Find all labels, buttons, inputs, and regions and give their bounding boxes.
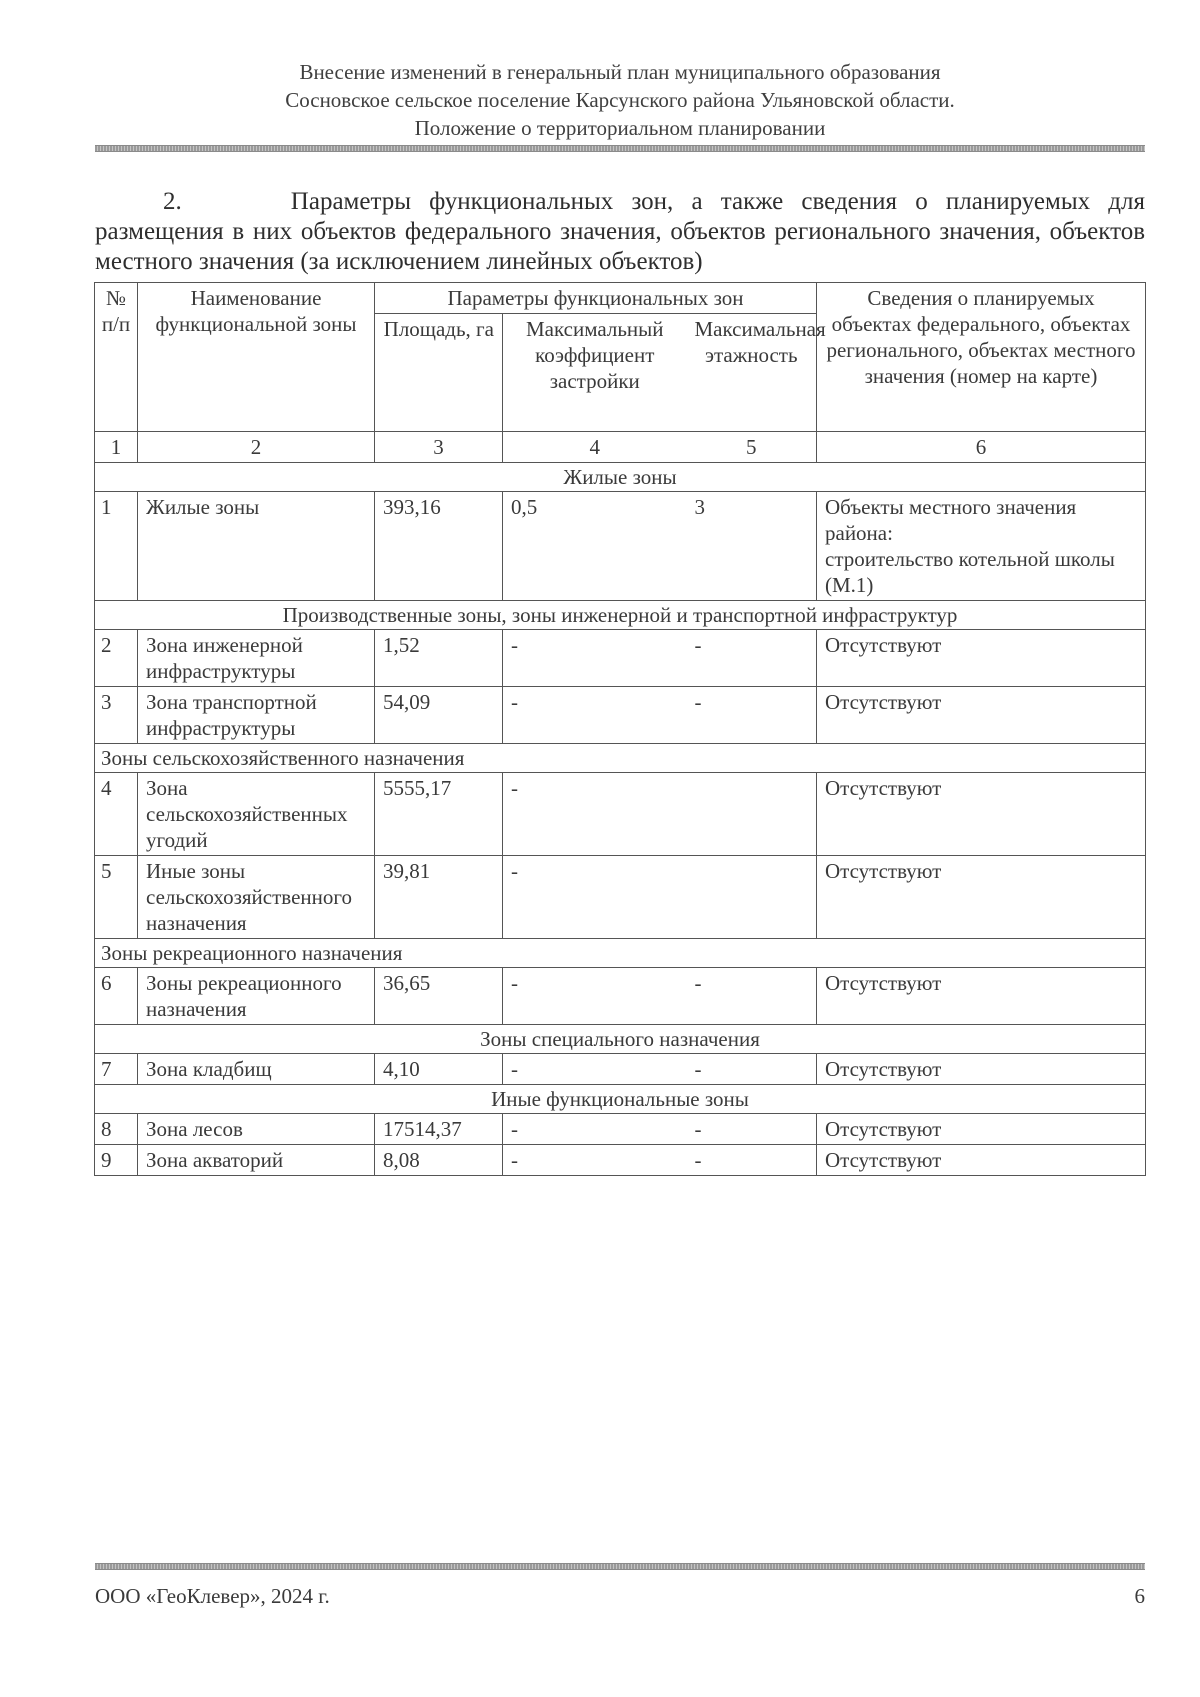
header-area: Площадь, га bbox=[375, 314, 503, 432]
zone-area: 8,08 bbox=[375, 1145, 503, 1176]
header-floors: Максимальная этажность bbox=[687, 314, 817, 432]
zone-name: Иные зоны сельскохозяйственного назначения bbox=[138, 856, 375, 939]
zone-name: Зона инженерной инфраструктуры bbox=[138, 630, 375, 687]
zone-name: Жилые зоны bbox=[138, 492, 375, 601]
zone-planned-objects: Отсутствуют bbox=[817, 1114, 1146, 1145]
zone-name: Зона транспортной инфраструктуры bbox=[138, 687, 375, 744]
header-row-1 bbox=[95, 283, 1146, 314]
zone-floors: - bbox=[687, 687, 817, 744]
header-name: Наименование функциональной зоны bbox=[138, 283, 375, 432]
header-rule bbox=[95, 145, 1145, 152]
section-row bbox=[95, 939, 1146, 968]
row-number: 8 bbox=[95, 1114, 138, 1145]
document-header bbox=[95, 58, 1145, 142]
page-number: 6 bbox=[1134, 1584, 1145, 1608]
zone-floors: 3 bbox=[687, 492, 817, 601]
zone-area: 17514,37 bbox=[375, 1114, 503, 1145]
zone-planned-objects: Отсутствуют bbox=[817, 687, 1146, 744]
row-number: 3 bbox=[95, 687, 138, 744]
zone-coef: 0,5 bbox=[503, 492, 687, 601]
section-row bbox=[95, 1085, 1146, 1114]
zone-coef: - bbox=[503, 630, 687, 687]
header-params: Параметры функциональных зон bbox=[375, 283, 817, 314]
col-number-1: 1 bbox=[95, 432, 138, 463]
zone-floors bbox=[687, 773, 817, 856]
header-line-3: Положение о территориальном планировании bbox=[414, 116, 826, 140]
section-row bbox=[95, 1025, 1146, 1054]
zone-planned-objects: Отсутствуют bbox=[817, 1145, 1146, 1176]
section-number: 2. bbox=[163, 188, 182, 215]
col-number-5: 5 bbox=[687, 432, 817, 463]
col-number-4: 4 bbox=[503, 432, 687, 463]
zone-coef: - bbox=[503, 968, 687, 1025]
section-row bbox=[95, 744, 1146, 773]
header-num: № п/п bbox=[95, 283, 138, 432]
zone-floors: - bbox=[687, 1145, 817, 1176]
zone-name: Зона лесов bbox=[138, 1114, 375, 1145]
col-number-3: 3 bbox=[375, 432, 503, 463]
zone-name: Зона кладбищ bbox=[138, 1054, 375, 1085]
section-title: Зоны рекреационного назначения bbox=[95, 939, 1146, 968]
section-title: Производственные зоны, зоны инженерной и транспортной инфраструктур bbox=[95, 601, 1146, 630]
section-title: Жилые зоны bbox=[95, 463, 1146, 492]
zone-coef: - bbox=[503, 1145, 687, 1176]
table-row bbox=[95, 1114, 1146, 1145]
section-title: Зоны специального назначения bbox=[95, 1025, 1146, 1054]
table-row bbox=[95, 856, 1146, 939]
header-coef: Максимальный коэффициент застройки bbox=[503, 314, 687, 432]
header-info: Сведения о планируемых объектах федерального, объектах регионального, объектах местного значения (номер на карте) bbox=[817, 283, 1146, 432]
zone-area: 393,16 bbox=[375, 492, 503, 601]
zone-area: 36,65 bbox=[375, 968, 503, 1025]
zone-coef: - bbox=[503, 856, 687, 939]
table-row bbox=[95, 492, 1146, 601]
zone-name: Зона сельскохозяйственных угодий bbox=[138, 773, 375, 856]
col-number-2: 2 bbox=[138, 432, 375, 463]
section-title-rest: размещения в них объектов федерального значения, объектов регионального значения, объектов местного значения (за исключением линейных объектов) bbox=[95, 218, 1145, 275]
zone-coef: - bbox=[503, 1114, 687, 1145]
table-row bbox=[95, 1145, 1146, 1176]
zone-area: 4,10 bbox=[375, 1054, 503, 1085]
zone-floors bbox=[687, 856, 817, 939]
zone-planned-objects: Отсутствуют bbox=[817, 1054, 1146, 1085]
zone-floors: - bbox=[687, 630, 817, 687]
table-row bbox=[95, 968, 1146, 1025]
row-number: 4 bbox=[95, 773, 138, 856]
row-number: 5 bbox=[95, 856, 138, 939]
section-row bbox=[95, 601, 1146, 630]
row-number: 6 bbox=[95, 968, 138, 1025]
zone-planned-objects: Отсутствуют bbox=[817, 856, 1146, 939]
row-number: 7 bbox=[95, 1054, 138, 1085]
table-row bbox=[95, 773, 1146, 856]
header-line-1: Внесение изменений в генеральный план муниципального образования bbox=[299, 60, 941, 84]
section-heading bbox=[95, 187, 1145, 277]
zone-name: Зона акваторий bbox=[138, 1145, 375, 1176]
zone-area: 39,81 bbox=[375, 856, 503, 939]
zone-coef: - bbox=[503, 687, 687, 744]
zone-coef: - bbox=[503, 773, 687, 856]
zone-coef: - bbox=[503, 1054, 687, 1085]
footer-organization: ООО «ГеоКлевер», 2024 г. bbox=[95, 1584, 330, 1608]
zone-planned-objects: Отсутствуют bbox=[817, 630, 1146, 687]
zones-table bbox=[94, 282, 1146, 1176]
col-number-6: 6 bbox=[817, 432, 1146, 463]
footer-rule bbox=[95, 1563, 1145, 1570]
header-line-2: Сосновское сельское поселение Карсунского района Ульяновской области. bbox=[285, 88, 955, 112]
section-title-line1: Параметры функциональных зон, а также сведения о планируемых для bbox=[290, 188, 1145, 215]
section-row bbox=[95, 463, 1146, 492]
zone-planned-objects: Отсутствуют bbox=[817, 968, 1146, 1025]
row-number: 9 bbox=[95, 1145, 138, 1176]
table-row bbox=[95, 1054, 1146, 1085]
column-number-row bbox=[95, 432, 1146, 463]
zone-area: 54,09 bbox=[375, 687, 503, 744]
zone-floors: - bbox=[687, 1054, 817, 1085]
zone-name: Зоны рекреационного назначения bbox=[138, 968, 375, 1025]
row-number: 1 bbox=[95, 492, 138, 601]
zone-floors: - bbox=[687, 1114, 817, 1145]
zone-planned-objects: Отсутствуют bbox=[817, 773, 1146, 856]
section-title: Зоны сельскохозяйственного назначения bbox=[95, 744, 1146, 773]
zone-planned-objects: Объекты местного значения района: строительство котельной школы (М.1) bbox=[817, 492, 1146, 601]
row-number: 2 bbox=[95, 630, 138, 687]
table-row bbox=[95, 687, 1146, 744]
zone-area: 5555,17 bbox=[375, 773, 503, 856]
zone-area: 1,52 bbox=[375, 630, 503, 687]
table-row bbox=[95, 630, 1146, 687]
zone-floors: - bbox=[687, 968, 817, 1025]
section-title: Иные функциональные зоны bbox=[95, 1085, 1146, 1114]
